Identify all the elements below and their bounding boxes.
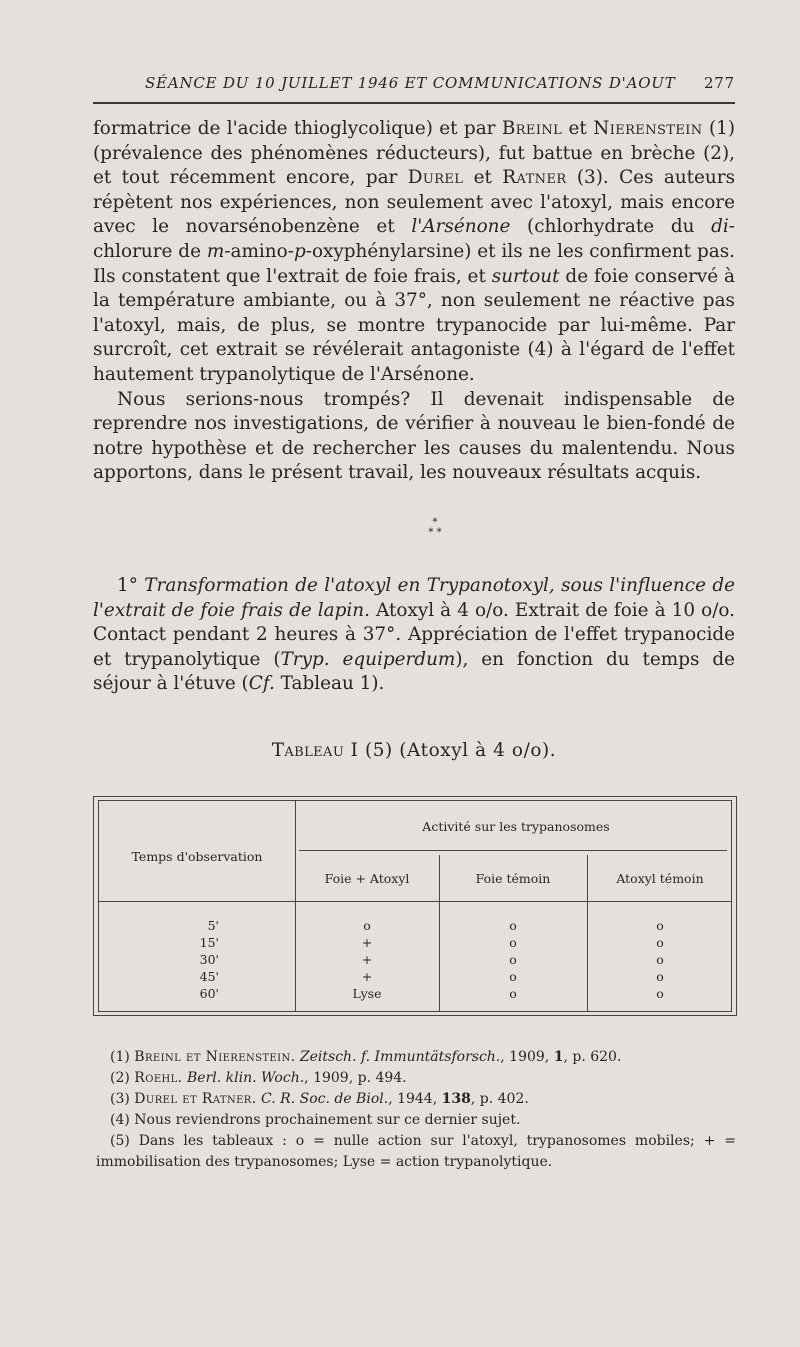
- table-cell: o: [509, 952, 517, 967]
- paragraph-2: Nous serions-nous trompés? Il devenait indispensable de reprendre nos investigations, de vérifier à nouveau le bien-fondé de notre hypothèse et de rechercher les causes du malentendu. Nous apportons, dans le présent travail, les nouveaux résultats acquis.: [93, 388, 735, 484]
- body-text: [93, 117, 735, 486]
- text-run: -oxyphénylarsine) et ils ne les confirment pas. Ils constatent que l'extrait de foie frais, et: [93, 240, 735, 287]
- section-1: [93, 574, 735, 697]
- table-caption-label: Tableau: [271, 740, 345, 761]
- footnote-volume: 138: [441, 1091, 471, 1107]
- table-cell: o: [656, 918, 664, 933]
- text-run: (3). Ces auteurs répètent nos expériences, non seulement avec l'atoxyl, mais encore avec le novarsénobenzène et: [93, 167, 736, 238]
- section-1-paragraph: [93, 574, 735, 697]
- author-name: Breinl: [501, 118, 563, 139]
- italic-term: di: [711, 216, 729, 238]
- author-name: Nierenstein: [593, 118, 703, 139]
- footnote-text: , p. 402.: [470, 1091, 529, 1107]
- table-cell: o: [509, 986, 517, 1001]
- table-cell: o: [509, 935, 517, 950]
- page-number: 277: [703, 74, 735, 92]
- table-cell: Lyse: [352, 986, 382, 1001]
- footnote-number: (3): [110, 1091, 135, 1107]
- table-group-rule: [299, 850, 727, 851]
- header-foie-atoxyl: Foie + Atoxyl: [324, 871, 410, 886]
- footnote-author: Roehl.: [134, 1070, 183, 1086]
- italic-term: surtout: [491, 265, 560, 287]
- text-run: (1) (prévalence des phénomènes réducteurs), fut battue en brèche (2), et tout récemment encore, par: [93, 118, 735, 189]
- header-atoxyl-temoin: Atoxyl témoin: [616, 871, 704, 886]
- paragraph-1: [93, 117, 735, 388]
- text-run: et: [562, 118, 594, 139]
- footnote-text: , p. 620.: [563, 1049, 622, 1065]
- table-inner-frame: [98, 800, 732, 1012]
- footnote-4: [96, 1110, 736, 1131]
- column-times: [159, 917, 219, 1002]
- author-name: Durel: [407, 167, 464, 189]
- header-foie-temoin: Foie témoin: [475, 871, 551, 886]
- table-cell: o: [363, 918, 371, 933]
- table-cell: o: [656, 935, 664, 950]
- footnote-number: (4): [110, 1112, 135, 1128]
- table-cell: o: [509, 918, 517, 933]
- results-table: [93, 796, 737, 1016]
- header-rule: [93, 102, 735, 104]
- italic-term: p: [293, 240, 306, 262]
- asterism-top: *: [432, 517, 438, 528]
- footnote-number: (1): [110, 1049, 135, 1065]
- italic-term: l'Arsénone: [411, 216, 511, 238]
- table-cell: 30': [199, 952, 219, 967]
- table-cell: o: [656, 969, 664, 984]
- text-run: -chlorure de: [93, 216, 735, 262]
- footnote-source: Berl. klin. Woch.: [182, 1070, 305, 1086]
- table-cell: o: [509, 969, 517, 984]
- table-cell: 60': [199, 986, 219, 1001]
- text-run: formatrice de l'acide thioglycolique) et par: [93, 118, 502, 139]
- text-run: (chlorhydrate du: [510, 216, 712, 238]
- table-cell: o: [656, 986, 664, 1001]
- footnote-text: , 1909, p. 494.: [304, 1070, 407, 1086]
- text-run: -amino-: [224, 240, 294, 262]
- footnote-author: Breinl et Nierenstein.: [134, 1049, 296, 1065]
- text-run: et: [463, 167, 503, 189]
- section-title: Transformation de l'atoxyl en Trypanotoxyl, sous l'influence de l'extrait de foie frais de lapin.: [93, 575, 735, 621]
- italic-term: Tryp. equiperdum: [280, 648, 456, 670]
- text-run: Atoxyl à 4 o/o. Extrait de foie à 10 o/o. Contact pendant 2 heures à 37°. Appréciation de l'effet trypanocide et trypanolytique (: [93, 599, 735, 670]
- table-cell: 45': [199, 969, 219, 984]
- asterism: [405, 518, 465, 538]
- footnote-number: (2): [110, 1070, 135, 1086]
- text-run: Tableau 1).: [274, 673, 385, 695]
- section-number: 1°: [117, 575, 145, 596]
- running-title: SÉANCE DU 10 JUILLET 1946 ET COMMUNICATIONS D'AOUT: [145, 74, 676, 92]
- asterism-bottom: * *: [428, 527, 442, 538]
- footnote-2: [96, 1068, 736, 1089]
- italic-term: m: [206, 240, 225, 262]
- table-cell: +: [361, 969, 373, 984]
- footnote-text: , 1944,: [388, 1091, 442, 1107]
- table-cell: 5': [207, 918, 219, 933]
- footnote-text: Nous reviendrons prochainement sur ce dernier sujet.: [134, 1112, 521, 1128]
- footnote-source: C. R. Soc. de Biol.: [256, 1091, 389, 1107]
- table-cell: 15': [199, 935, 219, 950]
- text-run: ), en fonction du temps de séjour à l'étuve (: [93, 648, 736, 695]
- footnote-text: , 1909,: [500, 1049, 554, 1065]
- table-caption: [93, 740, 735, 761]
- footnote-5: [96, 1131, 736, 1173]
- footnotes: [96, 1047, 736, 1173]
- footnote-author: Durel et Ratner.: [134, 1091, 257, 1107]
- footnote-1: [96, 1047, 736, 1068]
- text-run: de foie conservé à la température ambiante, ou à 37°, non seulement ne réactive pas l'atoxyl, mais, de plus, se montre trypanocide par lui-même. Par surcroît, cet extrait se révélerait antagoniste (4) à l'égard de l'effet hautement trypanolytique de l'Arsénone.: [93, 265, 736, 385]
- column-foie-temoin: [439, 917, 587, 1002]
- footnote-number: (5): [110, 1133, 139, 1149]
- column-foie-atoxyl: [295, 917, 439, 1002]
- table-cell: o: [656, 952, 664, 967]
- footnote-text: Dans les tableaux : o = nulle action sur l'atoxyl, trypanosomes mobiles; + = immobilisation des trypanosomes; Lyse = action trypanolytique.: [96, 1133, 736, 1170]
- column-atoxyl-temoin: [587, 917, 733, 1002]
- table-cell: +: [361, 952, 373, 967]
- italic-term: Cf.: [248, 673, 275, 695]
- footnote-source: Zeitsch. f. Immuntätsforsch.: [295, 1049, 501, 1065]
- table-cell: +: [361, 935, 373, 950]
- header-time: Temps d'observation: [131, 849, 263, 864]
- header-activity: Activité sur les trypanosomes: [422, 819, 610, 834]
- footnote-3: [96, 1089, 736, 1110]
- table-caption-text: I (5) (Atoxyl à 4 o/o).: [344, 740, 557, 761]
- table-header-rule: [99, 901, 731, 902]
- author-name: Ratner: [502, 167, 567, 189]
- footnote-volume: 1: [553, 1049, 564, 1065]
